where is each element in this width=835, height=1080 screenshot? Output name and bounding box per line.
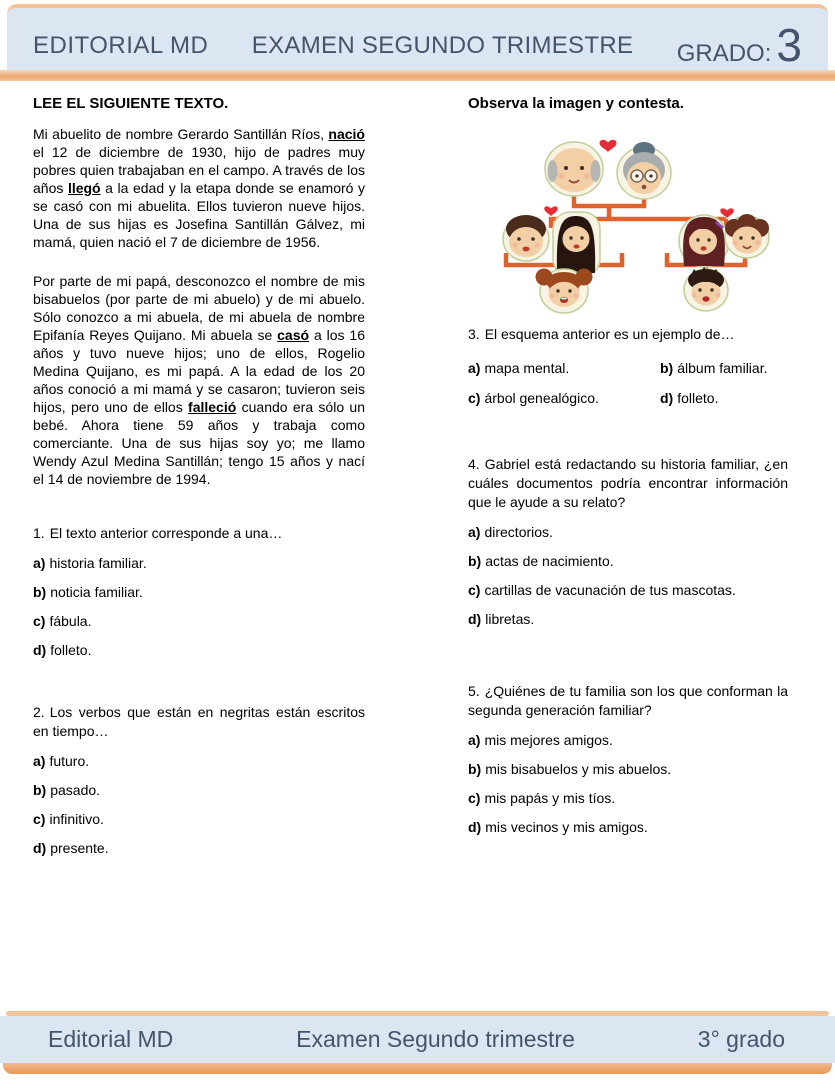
option-text: directorios. bbox=[484, 524, 553, 540]
paragraph-text: a los 16 años y tuvo nueve hijos; uno de ellos, Rogelio Medina Quijano, es mi papá. A la edad de los 20 años conoció a mi mamá y se casaron; tuvieron seis hijos, pero uno de ellos bbox=[33, 327, 365, 415]
paragraph-text: Por parte de mi papá, desconozco el nombre de mis bisabuelos (por parte de mi abuelo) y de mi abuelo. Sólo conozco a mi abuela, de mi abuela de nombre Epifanía Reyes Quijano. Mi abuela se bbox=[33, 273, 365, 343]
reading-paragraph-2 bbox=[33, 272, 365, 488]
family-tree-image bbox=[494, 125, 789, 315]
paragraph-text: cuando era sólo un bebé. Ahora tiene 59 años y trabaja como comerciante. Una de sus hijas soy yo; me llamo Wendy Azul Medina Santillán; tengo 15 años y nací el 14 de noviembre de 1994. bbox=[33, 399, 366, 487]
couple2-woman-icon bbox=[679, 215, 729, 267]
heart-icon bbox=[544, 206, 558, 217]
question-4-option-b bbox=[468, 553, 788, 570]
option-text: folleto. bbox=[50, 642, 92, 658]
paragraph-text: el 12 de diciembre de 1930, hijo de padres muy pobres quien trabajaban en el campo. A través de los años bbox=[33, 144, 365, 196]
footer-title: Examen Segundo trimestre bbox=[296, 1026, 575, 1052]
option-label: b) bbox=[660, 360, 674, 376]
question-number: 1. bbox=[33, 525, 45, 541]
question-1-option-d bbox=[33, 642, 365, 659]
option-text: presente. bbox=[50, 840, 109, 856]
question-2-option-c bbox=[33, 811, 365, 828]
question-3-option-a bbox=[468, 360, 660, 377]
couple1-woman-icon bbox=[553, 212, 600, 276]
footer-band bbox=[0, 1016, 835, 1063]
option-text: árbol genealógico. bbox=[484, 390, 599, 406]
question-text: El esquema anterior es un ejemplo de… bbox=[484, 326, 735, 342]
question-3-text bbox=[468, 325, 788, 344]
question-2-option-a bbox=[33, 753, 365, 770]
question-text: Los verbos que están en negritas están escritos en tiempo… bbox=[33, 704, 365, 739]
option-label: a) bbox=[468, 360, 481, 376]
grandmother-icon bbox=[617, 142, 671, 199]
option-text: fábula. bbox=[49, 613, 92, 629]
option-label: a) bbox=[468, 732, 481, 748]
reading-heading: LEE EL SIGUIENTE TEXTO. bbox=[33, 95, 229, 112]
option-label: c) bbox=[33, 613, 46, 629]
option-text: pasado. bbox=[50, 782, 101, 798]
question-number: 5. bbox=[468, 683, 480, 699]
question-5-text bbox=[468, 682, 788, 720]
question-number: 2. bbox=[33, 704, 45, 720]
question-5-option-a bbox=[468, 732, 788, 749]
question-1 bbox=[33, 524, 365, 659]
question-number: 4. bbox=[468, 456, 480, 472]
option-text: cartillas de vacunación de tus mascotas. bbox=[484, 582, 736, 598]
option-text: libretas. bbox=[485, 611, 535, 627]
option-label: c) bbox=[33, 811, 46, 827]
option-text: infinitivo. bbox=[49, 811, 104, 827]
question-3-option-d bbox=[660, 390, 788, 407]
option-text: actas de nacimiento. bbox=[485, 553, 614, 569]
question-5-option-d bbox=[468, 819, 788, 836]
question-3-option-c bbox=[468, 390, 660, 407]
option-label: c) bbox=[468, 390, 481, 406]
left-column bbox=[33, 95, 365, 857]
option-label: b) bbox=[33, 782, 47, 798]
option-label: d) bbox=[660, 390, 674, 406]
bold-verb: casó bbox=[277, 327, 310, 343]
option-label: d) bbox=[33, 840, 47, 856]
header-orange-bar bbox=[0, 70, 835, 81]
option-text: noticia familiar. bbox=[50, 584, 143, 600]
option-label: c) bbox=[468, 582, 481, 598]
footer-brand: Editorial MD bbox=[48, 1026, 174, 1052]
right-column bbox=[468, 95, 788, 857]
option-label: d) bbox=[468, 611, 482, 627]
question-4-option-a bbox=[468, 524, 788, 541]
question-1-text bbox=[33, 524, 365, 543]
question-2-option-b bbox=[33, 782, 365, 799]
girl-icon bbox=[536, 269, 593, 314]
option-text: futuro. bbox=[49, 753, 90, 769]
option-text: folleto. bbox=[677, 390, 719, 406]
question-2-text bbox=[33, 703, 365, 741]
option-label: d) bbox=[468, 819, 482, 835]
question-4-option-c bbox=[468, 582, 788, 599]
option-label: b) bbox=[33, 584, 47, 600]
option-text: historia familiar. bbox=[49, 555, 147, 571]
header-band bbox=[7, 4, 828, 70]
reading-paragraph-1 bbox=[33, 125, 365, 251]
question-2 bbox=[33, 703, 365, 857]
couple2-man-icon bbox=[725, 214, 769, 258]
question-3-option-b bbox=[660, 360, 788, 377]
header-title: EXAMEN SEGUNDO TRIMESTRE bbox=[251, 32, 634, 59]
footer bbox=[0, 1011, 835, 1074]
question-4 bbox=[468, 455, 788, 628]
question-3-options bbox=[468, 360, 788, 407]
bold-verb: llegó bbox=[67, 180, 101, 196]
option-label: d) bbox=[33, 642, 47, 658]
question-5-option-b bbox=[468, 761, 788, 778]
question-5 bbox=[468, 682, 788, 836]
option-label: a) bbox=[33, 753, 46, 769]
couple1-man-icon bbox=[503, 215, 549, 261]
option-label: b) bbox=[468, 761, 482, 777]
grade-label: GRADO: bbox=[676, 39, 772, 67]
boy-icon bbox=[684, 267, 728, 311]
question-3 bbox=[468, 325, 788, 407]
option-text: mis bisabuelos y mis abuelos. bbox=[485, 761, 672, 777]
header-brand: EDITORIAL MD bbox=[33, 32, 209, 59]
footer-grade: 3° grado bbox=[697, 1026, 785, 1052]
image-section-heading: Observa la imagen y contesta. bbox=[468, 95, 684, 112]
header-grade bbox=[676, 18, 802, 71]
option-text: mapa mental. bbox=[484, 360, 570, 376]
option-label: c) bbox=[468, 790, 481, 806]
option-text: mis mejores amigos. bbox=[484, 732, 613, 748]
question-1-option-b bbox=[33, 584, 365, 601]
bold-verb: falleció bbox=[188, 399, 237, 415]
heart-icon bbox=[599, 139, 617, 153]
option-label: a) bbox=[468, 524, 481, 540]
question-1-option-c bbox=[33, 613, 365, 630]
paragraph-text: a la edad y la etapa donde se enamoró y se casó con mi abuelita. Ellos tuvieron nueve hijos. Una de sus hijas es Josefina Santillán Gálvez, mi mamá, quien nació el 7 de diciembre de 1956. bbox=[33, 180, 365, 250]
question-number: 3. bbox=[468, 326, 480, 342]
option-text: mis papás y mis tíos. bbox=[484, 790, 616, 806]
option-text: mis vecinos y mis amigos. bbox=[485, 819, 648, 835]
question-4-option-d bbox=[468, 611, 788, 628]
exam-content bbox=[33, 95, 788, 857]
grandfather-icon bbox=[545, 142, 603, 196]
question-4-text bbox=[468, 455, 788, 512]
option-label: a) bbox=[33, 555, 46, 571]
bold-verb: nació bbox=[328, 126, 365, 142]
question-text: ¿Quiénes de tu familia son los que conforman la segunda generación familiar? bbox=[468, 683, 788, 718]
question-text: El texto anterior corresponde a una… bbox=[49, 525, 283, 541]
option-label: b) bbox=[468, 553, 482, 569]
grade-value: 3 bbox=[776, 18, 802, 71]
question-5-option-c bbox=[468, 790, 788, 807]
footer-orange-bar bbox=[3, 1063, 832, 1074]
option-text: álbum familiar. bbox=[677, 360, 768, 376]
paragraph-text: Mi abuelito de nombre Gerardo Santillán Ríos, bbox=[33, 126, 329, 142]
question-2-option-d bbox=[33, 840, 365, 857]
question-text: Gabriel está redactando su historia familiar, ¿en cuáles documentos podría encontrar información que le ayude a su relato? bbox=[468, 456, 788, 510]
question-1-option-a bbox=[33, 555, 365, 572]
